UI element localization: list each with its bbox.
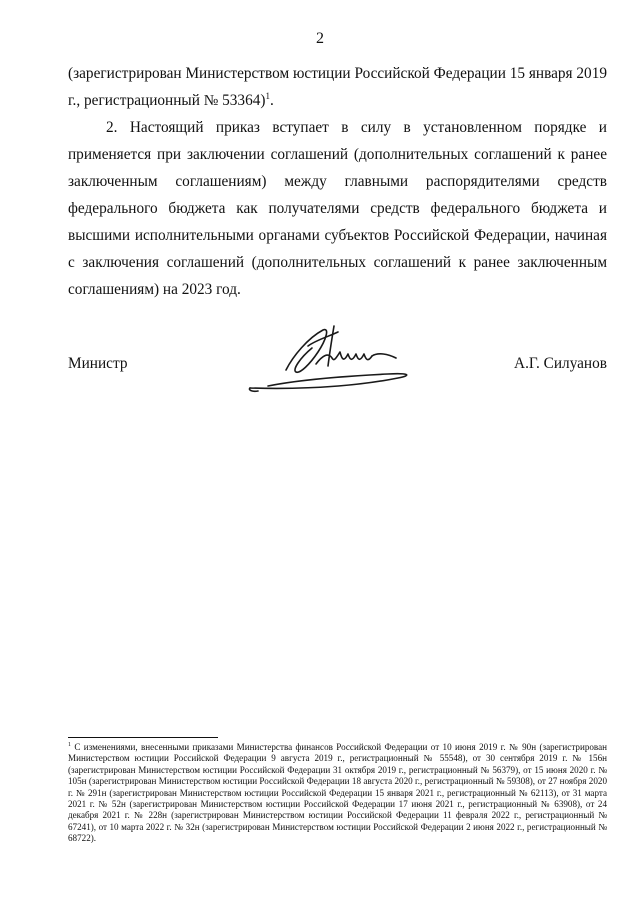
page-number: 2 [316,30,324,47]
paragraph-continuation [68,60,607,114]
footnote [68,742,607,845]
paragraph-continuation-end: . [269,92,274,109]
footnote-marker: 1 [68,741,71,748]
signer-position: Министр [68,355,128,372]
paragraph-continuation-text: (зарегистрирован Министерством юстиции Российской Федерации 15 января 2019 г., регистрационный № 53364) [68,65,607,109]
signer-name: А.Г. Силуанов [514,355,607,372]
footnote-divider [68,737,218,738]
footnote-reference[interactable]: 1 [265,90,270,101]
handwritten-signature [238,318,438,398]
paragraph-effective-date: 2. Настоящий приказ вступает в силу в установленном порядке и применяется при заключении соглашений (дополнительных соглашений к ранее заключенным соглашениям) между главными распорядителями средств федерального бюджета как получателями средств федерального бюджета и высшими исполнительными органами субъектов Российской Федерации, начиная с заключения соглашений (дополнительных соглашений к ранее заключенным соглашениям) на 2023 год. [68,119,607,298]
footnote-text: С изменениями, внесенными приказами Министерства финансов Российской Федерации от 10 июня 2019 г. № 90н (зарегистрирован Министерством юстиции Российской Федерации 9 августа 2019 г., регистрационный № 55548), от 30 сентября 2019 г. № 156н (зарегистрирован Министерством юстиции Российской Федерации 31 октября 2019 г., регистрационный № 56379), от 15 июня 2020 г. № 105н (зарегистрирован Министерством юстиции Российской Федерации 18 августа 2020 г., регистрационный № 59308), от 27 ноября 2020 г. № 291н (зарегистрирован Министерством юстиции Российской Федерации 15 января 2021 г., регистрационный № 62113), от 31 марта 2021 г. № 52н (зарегистрирован Министерством юстиции Российской Федерации 17 июня 2021 г., регистрационный № 63908), от 24 декабря 2021 г. № 228н (зарегистрирован Министерством юстиции Российской Федерации 11 февраля 2022 г., регистрационный № 67241), от 10 марта 2022 г. № 32н (зарегистрирован Министерством юстиции Российской Федерации 2 июня 2022 г., регистрационный № 68722). [68,742,607,844]
